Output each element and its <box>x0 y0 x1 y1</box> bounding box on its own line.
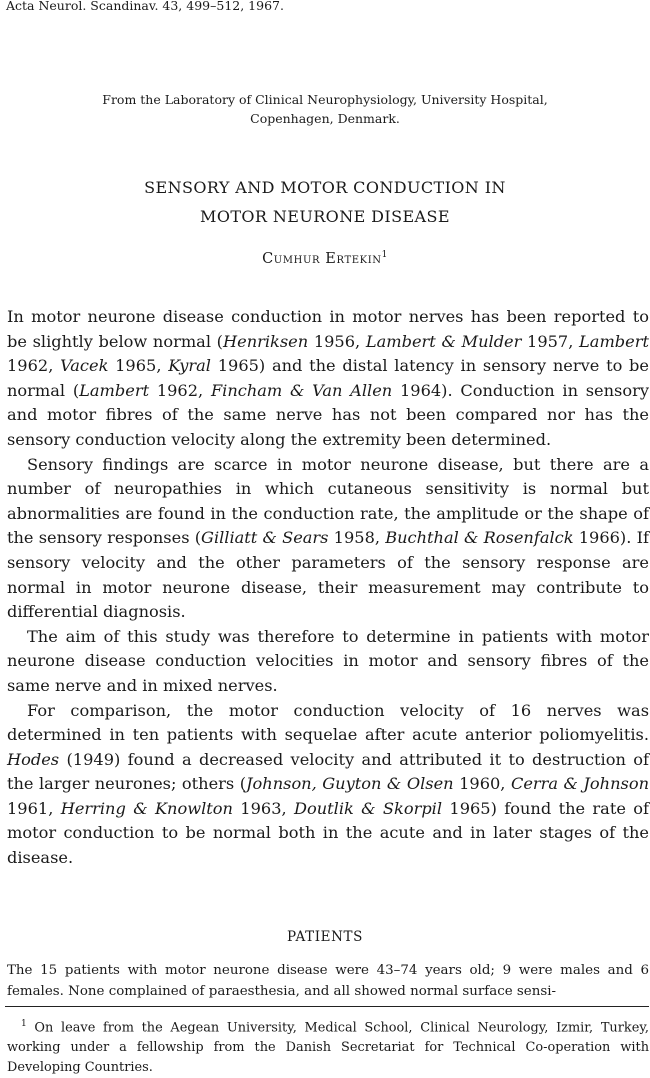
text-run: 1957, <box>521 331 580 351</box>
text-run: 1962, <box>149 380 211 400</box>
citation: Lambert <box>579 331 649 351</box>
paragraph-1 <box>7 305 649 453</box>
paragraph-4 <box>7 699 649 871</box>
citation: Lambert & Mulder <box>365 331 522 351</box>
citation: Johnson, Guyton & Olsen <box>246 774 454 794</box>
footnote-text: On leave from the Aegean University, Medical School, Clinical Neurology, Izmir, Turkey, working under a fellowship from the Danish Secretariat for Technical Co-operation with Developing Countries. <box>7 1020 649 1076</box>
patients-section <box>7 960 649 1002</box>
patients-paragraph: The 15 patients with motor neurone disease were 43–74 years old; 9 were males and 6 females. None complained of paraesthesia, and all showed normal surface sensi- <box>7 963 649 999</box>
text-run: 1956, <box>308 331 366 351</box>
text-run: 1958, <box>328 528 386 548</box>
paragraph-2 <box>7 453 649 625</box>
citation: Cerra & Johnson <box>510 774 649 794</box>
author-footnote-mark: 1 <box>381 250 388 260</box>
title-line-2: MOTOR NEURONE DISEASE <box>200 207 450 226</box>
text-run: Sensory findings are scarce in motor neurone disease, but there are a number of neuropathies in which cutaneous sensitivity is normal but abnormalities are found in the conduction rate, the amplitude or the shape of the sensory responses ( <box>7 454 649 548</box>
citation: Fincham & Van Allen <box>210 380 393 400</box>
text-run: The aim of this study was therefore to determine in patients with motor neurone disease conduction velocities in motor and sensory fibres of the same nerve and in mixed nerves. <box>7 626 649 695</box>
text-run: For comparison, the motor conduction velocity of 16 nerves was determined in ten patients with sequelae after acute anterior poliomyelitis. <box>7 700 649 745</box>
author <box>0 250 650 267</box>
text-run: (1949) found a decreased velocity and attributed it to destruction of the larger neurones; others ( <box>7 749 649 794</box>
citation: Gilliatt & Sears <box>201 528 329 548</box>
citation: Henriksen <box>223 331 309 351</box>
section-heading-patients: PATIENTS <box>287 929 363 945</box>
affiliation-line-2: Copenhagen, Denmark. <box>250 111 400 126</box>
affiliation <box>0 90 650 128</box>
footnote <box>7 1014 649 1078</box>
text-run: 1963, <box>232 798 294 818</box>
text-run: In motor neurone disease conduction in motor nerves has been reported to be slightly below normal ( <box>7 307 649 351</box>
affiliation-line-1: From the Laboratory of Clinical Neurophysiology, University Hospital, <box>102 92 548 107</box>
text-run: 1964). Conduction in sensory and motor fibres of the same nerve has not been compared nor has the sensory conduction velocity along the extremity been determined. <box>7 380 649 449</box>
text-run: 1961, <box>7 798 61 818</box>
text-run: 1965) and the distal latency in sensory nerve to be normal ( <box>7 356 649 400</box>
citation: Lambert <box>79 380 150 400</box>
article-title <box>0 173 650 231</box>
citation: Doutlik & Skorpil <box>294 798 443 818</box>
title-line-1: SENSORY AND MOTOR CONDUCTION IN <box>144 178 506 197</box>
text-run: 1960, <box>453 774 511 794</box>
article-body <box>7 305 649 871</box>
text-run: 1962, <box>7 356 61 376</box>
text-run: 1966). If sensory velocity and the other parameters of the sensory response are normal in motor neurone disease, their measurement may contribute to differential diagnosis. <box>7 528 649 622</box>
author-name: Cumhur Ertekin <box>262 250 382 267</box>
citation: Vacek <box>60 356 109 376</box>
text-run: 1965) found the rate of motor conduction to be normal both in the acute and in later stages of the disease. <box>7 798 649 868</box>
running-head: Acta Neurol. Scandinav. 43, 499–512, 1967. <box>6 0 284 13</box>
citation: Herring & Knowlton <box>60 798 233 818</box>
citation: Kyral <box>168 356 211 376</box>
footnote-mark: 1 <box>21 1019 27 1029</box>
citation: Buchthal & Rosenfalck <box>385 528 574 548</box>
citation: Hodes <box>7 749 60 769</box>
text-run: 1965, <box>108 356 169 376</box>
paragraph-3 <box>7 625 649 699</box>
footnote-divider <box>5 1006 649 1007</box>
